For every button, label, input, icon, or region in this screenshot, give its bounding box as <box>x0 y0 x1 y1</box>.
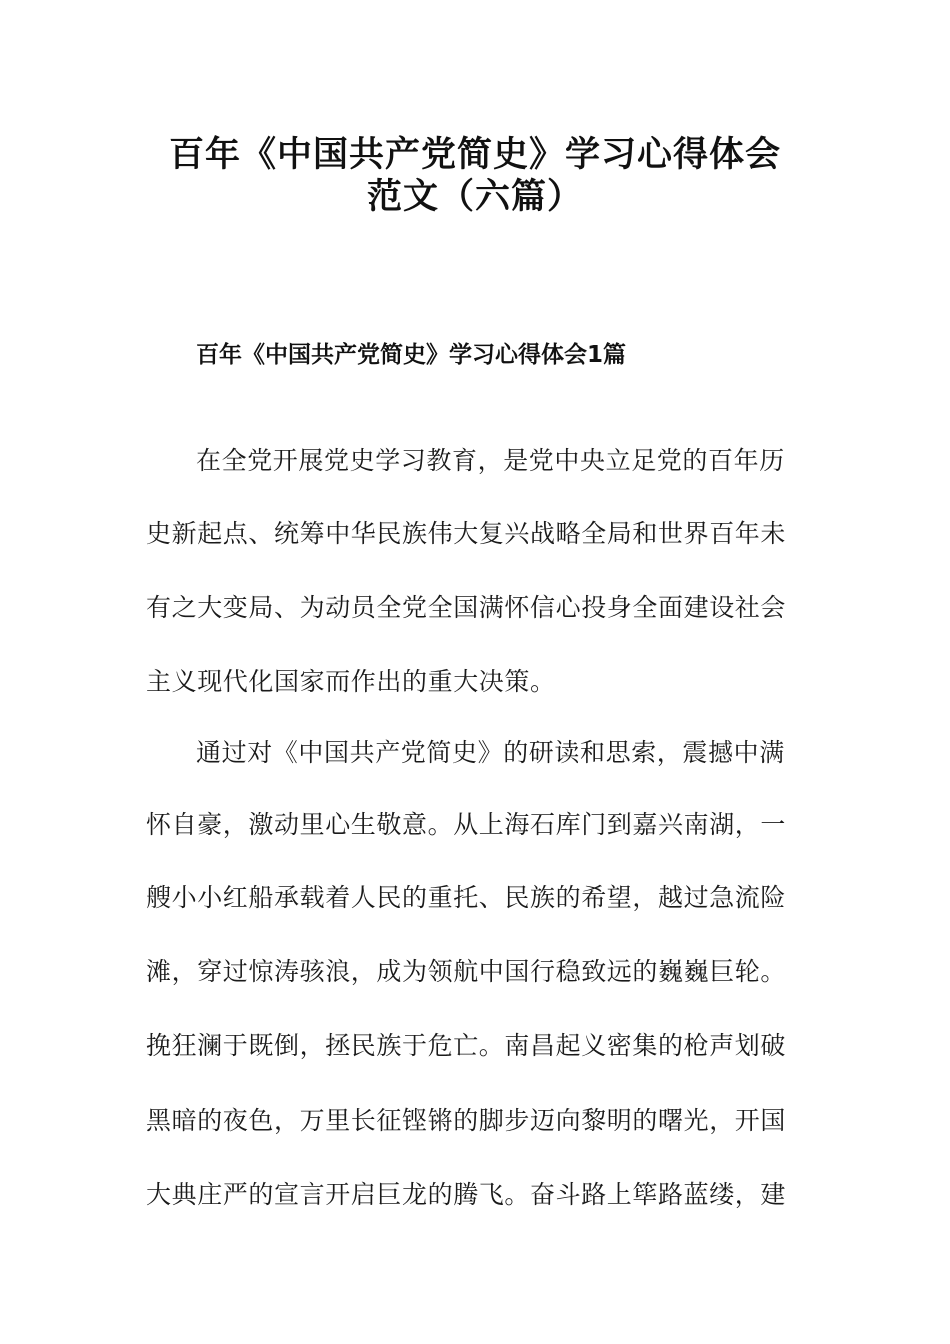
document-title-line-2: 范文（六篇） <box>366 177 583 217</box>
body-text-line: 黑暗的夜色，万里长征铿锵的脚步迈向黎明的曙光，开国 <box>146 1106 787 1135</box>
body-text-line: 史新起点、统筹中华民族伟大复兴战略全局和世界百年未 <box>146 519 787 548</box>
body-text-line: 在全党开展党史学习教育，是党中央立足党的百年历 <box>196 446 785 475</box>
body-text-line: 大典庄严的宣言开启巨龙的腾飞。奋斗路上筚路蓝缕，建 <box>146 1180 787 1209</box>
section-heading: 百年《中国共产党简史》学习心得体会1篇 <box>196 342 627 368</box>
body-text-line: 艘小小红船承载着人民的重托、民族的希望，越过急流险 <box>146 883 787 912</box>
body-text-line: 主义现代化国家而作出的重大决策。 <box>146 667 556 696</box>
body-text-line: 挽狂澜于既倒，拯民族于危亡。南昌起义密集的枪声划破 <box>146 1031 787 1060</box>
body-text-line: 有之大变局、为动员全党全国满怀信心投身全面建设社会 <box>146 593 787 622</box>
body-text-line: 通过对《中国共产党简史》的研读和思索，震撼中满 <box>196 738 785 767</box>
document-title-line-1: 百年《中国共产党简史》学习心得体会 <box>168 135 781 175</box>
body-text-line: 怀自豪，激动里心生敬意。从上海石库门到嘉兴南湖，一 <box>146 810 787 839</box>
body-text-line: 滩，穿过惊涛骇浪，成为领航中国行稳致远的巍巍巨轮。 <box>146 957 787 986</box>
